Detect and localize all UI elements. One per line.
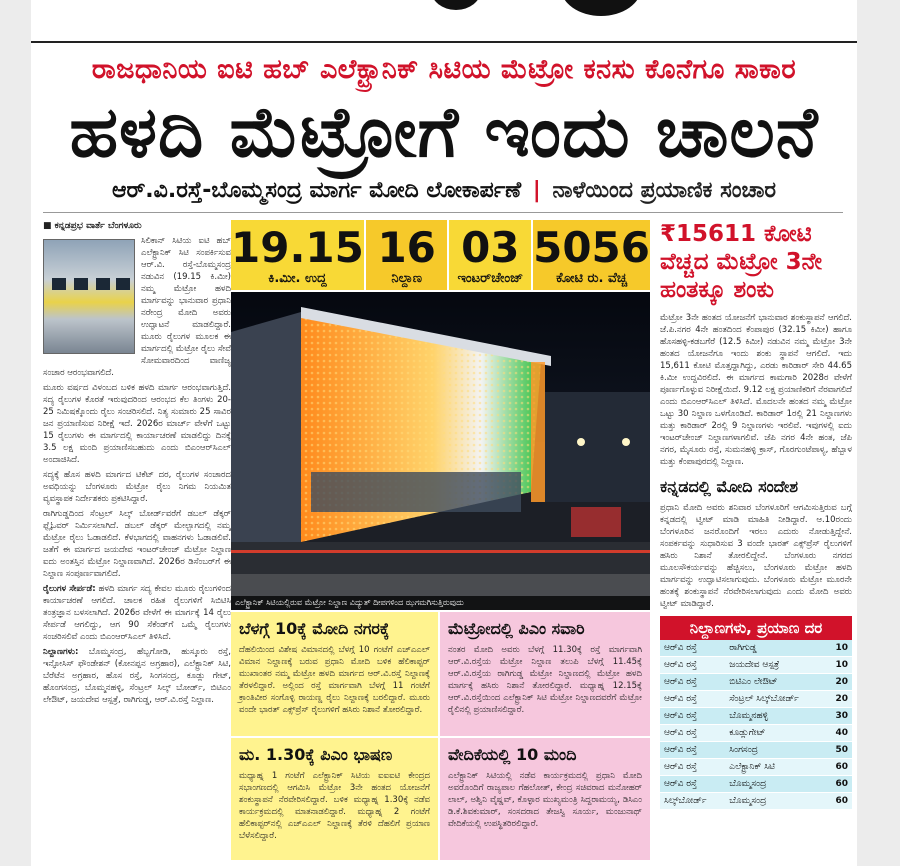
- fare-amount: 20: [825, 674, 852, 691]
- left-subhead-trains: ರೈಲುಗಳ ಸೇರ್ಪಡೆ:: [43, 584, 96, 594]
- fare-from: ಸಿಲ್ಕ್‌ಬೋರ್ಡ್: [660, 793, 725, 810]
- fare-from: ಆರ್‌ವಿ ರಸ್ತೆ: [660, 674, 725, 691]
- subhead-right: ನಾಳೆಯಿಂದ ಪ್ರಯಾಣಿಕ ಸಂಚಾರ: [552, 178, 776, 203]
- fare-to: ಬಿಟಿಎಂ ಲೇಔಟ್: [725, 674, 825, 691]
- right-article-column: [660, 220, 852, 860]
- left-paragraph-1: ಸಿಲಿಕಾನ್ ಸಿಟಿಯ ಐಟಿ ಹಬ್ ಎಲೆಕ್ಟ್ರಾನಿಕ್ ಸಿಟಿ ಸಂಪರ್ಕಿಸುವ ಆರ್.ವಿ. ರಸ್ತೆ-ಬೊಮ್ಮಸಂದ್ರ ನಡುವಿನ (19.15 ಕಿ.ಮೀ) ನಮ್ಮ ಮೆಟ್ರೋ ಹಳದಿ ಮಾರ್ಗವನ್ನು ಭಾನುವಾರ ಪ್ರಧಾನಿ ನರೇಂದ್ರ ಮೋದಿ ಅವರು ಉದ್ಘಾಟನೆ ಮಾಡಲಿದ್ದಾರೆ. ಮೂರು ರೈಲುಗಳ ಮೂಲಕ ಈ ಮಾರ್ಗದಲ್ಲಿ ಮೆಟ್ರೋ ರೈಲು ಸೇವೆ ಸೋಮವಾರದಿಂದ ವಾಣಿಜ್ಯ ಸಂಚಾರ ಆರಂಭವಾಗಲಿದೆ.: [43, 236, 231, 378]
- photo-caption: ಎಲೆಕ್ಟ್ರಾನಿಕ್ ಸಿಟಿಯಲ್ಲಿರುವ ಮೆಟ್ರೋ ನಿಲ್ದಾಣ ವಿದ್ಯುತ್ ದೀಪಗಳಿಂದ ಝಗಮಗಿಸುತ್ತಿರುವುದು: [231, 596, 650, 610]
- fare-row: [660, 640, 852, 657]
- fare-row: [660, 708, 852, 725]
- subhead-separator: |: [532, 178, 541, 203]
- fare-from: ಆರ್‌ವಿ ರಸ್ತೆ: [660, 776, 725, 793]
- stat-value: 5056: [533, 222, 651, 272]
- fare-amount: 40: [825, 725, 852, 742]
- fare-row: [660, 691, 852, 708]
- stat-stations: [366, 220, 450, 290]
- fare-amount: 10: [825, 640, 852, 657]
- subhead-left: ಆರ್.ವಿ.ರಸ್ತೆ-ಬೊಮ್ಮಸಂದ್ರ ಮಾರ್ಗ ಮೋದಿ ಲೋಕಾರ್ಪಣೆ: [112, 178, 522, 203]
- kicker-line: ರಾಜಧಾನಿಯ ಐಟಿ ಹಬ್ ಎಲೆಕ್ಟ್ರಾನಿಕ್ ಸಿಟಿಯ ಮೆಟ್ರೋ ಕನಸು ಕೊನೆಗೂ ಸಾಕಾರ: [91, 54, 797, 85]
- main-headline: ಹಳದಿ ಮೆಟ್ರೋಗೆ ಇಂದು ಚಾಲನೆ: [69, 91, 819, 173]
- fare-row: [660, 776, 852, 793]
- fare-to: ಕೂಡ್ಲುಗೇಟ್: [725, 725, 825, 742]
- box-text: ಮಧ್ಯಾಹ್ನ 1 ಗಂಟೆಗೆ ಎಲೆಕ್ಟ್ರಾನಿಕ್ ಸಿಟಿಯ ಐಐಐಟಿ ಕೇಂದ್ರದ ಸಭಾಂಗಣದಲ್ಲಿ ಆಗಮಿಸಿ ಮೆಟ್ರೋ 3ನೇ ಹಂತದ ಯೋಜನೆಗೆ ಶಂಕುಸ್ಥಾಪನೆ ನೆರವೇರಿಸಲಿದ್ದಾರೆ. ಬಳಿಕ ಮಧ್ಯಾಹ್ನ 1.30ಕ್ಕೆ ನಡೆವ ಕಾರ್ಯಕ್ರಮದಲ್ಲಿ ಮಾತನಾಡಲಿದ್ದಾರೆ. ಮಧ್ಯಾಹ್ನ 2 ಗಂಟೆಗೆ ಹೆಲಿಕಾಪ್ಟರ್‌ನಲ್ಲಿ ಎಚ್‌ಎಎಲ್ ನಿಲ್ದಾಣಕ್ಕೆ ತೆರಳಿ ದೆಹಲಿಗೆ ಪ್ರಯಾಣ ಬೆಳೆಸಲಿದ್ದಾರೆ.: [239, 771, 430, 841]
- byline: ■ ಕನ್ನಡಪ್ರಭ ವಾರ್ತೆ ಬೆಂಗಳೂರು: [43, 221, 142, 231]
- divider: [43, 212, 843, 213]
- left-subhead-stations: ನಿಲ್ದಾಣಗಳು:: [43, 647, 79, 657]
- fare-amount: 60: [825, 776, 852, 793]
- station-illustration: [231, 292, 650, 610]
- fare-amount: 30: [825, 708, 852, 725]
- modi-message-body: ಪ್ರಧಾನಿ ಮೋದಿ ಅವರು ಶನಿವಾರ ಬೆಂಗಳೂರಿಗೆ ಆಗಮಿಸುತ್ತಿರುವ ಬಗ್ಗೆ ಕನ್ನಡದಲ್ಲಿ ಟ್ವೀಟ್ ಮಾಡಿ ಮಾಹಿತಿ ನೀಡಿದ್ದಾರೆ. ಆ.10ರಂದು ಬೆಂಗಳೂರಿನ ಜನರೊಂದಿಗೆ ಇರಲು ಎದುರು ನೋಡುತ್ತಿದ್ದೇನೆ. ಸಂಪರ್ಕವನ್ನು ಸುಧಾರಿಸುವ 3 ವಂದೇ ಭಾರತ್ ಎಕ್ಸ್‌ಪ್ರೆಸ್ ರೈಲುಗಳಿಗೆ ಹಸಿರು ನಿಶಾನೆ ತೋರಲಿದ್ದೇನೆ. ಬೆಂಗಳೂರು ನಗರದ ಮೂಲಸೌಕರ್ಯವನ್ನು ಹೆಚ್ಚಿಸಲು, ಬೆಂಗಳೂರು ಮೆಟ್ರೋ ಹಳದಿ ಮಾರ್ಗವನ್ನು ಉದ್ಘಾಟಿಸಲಾಗುವುದು. ಬೆಂಗಳೂರು ಮೆಟ್ರೋ ಮೂರನೇ ಹಂತಕ್ಕೆ ಶಂಕುಸ್ಥಾಪನೆ ನೆರವೇರಿಸಲಾಗುವುದು ಎಂದು ಮೋದಿ ಅವರು ಟ್ವೀಟ್ ಮಾಡಿದ್ದಾರೆ.: [660, 503, 852, 609]
- left-paragraph-6: ಬೊಮ್ಮಸಂದ್ರ, ಹೆಬ್ಬಗೋಡಿ, ಹುಸ್ಕೂರು ರಸ್ತೆ, ಇನ್ಫೋಸಿಸ್ ಫೌಂಡೇಶನ್ (ಕೋನಪ್ಪನ ಅಗ್ರಹಾರ), ಎಲೆಕ್ಟ್ರಾನಿಕ್ ಸಿಟಿ, ಬೆರೆಟೆನ ಅಗ್ರಹಾರ, ಹೊಸ ರಸ್ತೆ, ಸಿಂಗಸಂದ್ರ, ಕೂಡ್ಲು ಗೇಟ್, ಹೊಂಗಸಂದ್ರ, ಬೊಮ್ಮನಹಳ್ಳಿ, ಸೆಂಟ್ರಲ್ ಸಿಲ್ಕ್ ಬೋರ್ಡ್, ಬಿಟಿಎಂ ಲೇಔಟ್, ಜಯದೇವ ಆಸ್ಪತ್ರೆ, ರಾಗಿಗುಡ್ಡ, ಆರ್.ವಿ.ರಸ್ತೆ ನಿಲ್ದಾಣ.: [43, 647, 231, 705]
- newspaper-page: [31, 0, 857, 866]
- fare-row: [660, 742, 852, 759]
- fare-amount: 60: [825, 793, 852, 810]
- fare-to: ಜಯದೇವ ಆಸ್ಪತ್ರೆ: [725, 657, 825, 674]
- fare-row: [660, 793, 852, 810]
- fare-table: [660, 616, 852, 810]
- fare-table-title: ನಿಲ್ದಾಣಗಳು, ಪ್ರಯಾಣ ದರ: [660, 616, 852, 640]
- masthead-fragment: [411, 0, 651, 20]
- fare-rows: [660, 640, 852, 810]
- phase3-body: ಮೆಟ್ರೋ 3ನೇ ಹಂತದ ಯೋಜನೆಗೆ ಭಾನುವಾರ ಶಂಕುಸ್ಥಾಪನೆ ಆಗಲಿದೆ. ಜೆ.ಪಿ.ನಗರ 4ನೇ ಹಂತದಿಂದ ಕೆಂಪಾಪುರ (32.15 ಕಿಮೀ) ಹಾಗೂ ಹೊಸಹಳ್ಳಿ-ಕಡಬಗೆರೆ (12.5 ಕಿಮೀ) ನಡುವಿನ ನಮ್ಮ ಮೆಟ್ರೋ 3ನೇ ಹಂತದ ಯೋಜನೆಗೂ ಇಂದು ಶಂಕು ಸ್ಥಾಪನೆ ಆಗಲಿದೆ. ಇದು 15,611 ಕೋಟಿ ಮೊತ್ತದ್ದಾಗಿದ್ದು, ಎರಡು ಕಾರಿಡಾರ್ ಸೇರಿ 44.65 ಕಿ.ಮೀ ಉದ್ದವಿರಲಿದೆ. ಈ ಮಾರ್ಗದ ಕಾಮಗಾರಿ 2028ರ ವೇಳೆಗೆ ಪೂರ್ಣಗೊಳ್ಳುವ ನಿರೀಕ್ಷೆಯಿದೆ. 9.12 ಲಕ್ಷ ಪ್ರಯಾಣಿಕರಿಗೆ ನೆರವಾಗಲಿದೆ ಎಂದು ಬಿಎಂಆರ್‌ಸಿಎಲ್ ತಿಳಿಸಿದೆ. ಮೊದಲನೇ ಹಂತದ ನಮ್ಮ ಮೆಟ್ರೋ ಒಟ್ಟು 30 ನಿಲ್ದಾಣ ಒಳಗೊಂಡಿದೆ. ಕಾರಿಡಾರ್ 1ರಲ್ಲಿ 21 ನಿಲ್ದಾಣಗಳು ಮತ್ತು ಕಾರಿಡಾರ್ 2ರಲ್ಲಿ 9 ನಿಲ್ದಾಣಗಳು ಇರಲಿವೆ. ಇವುಗಳಲ್ಲಿ ಐದು ಇಂಟರ್‌ಚೇಂಜ್ ನಿಲ್ದಾಣಗಳಾಗಲಿವೆ. ಜೆಪಿ ನಗರ 4ನೇ ಹಂತ, ಜೆಪಿ ನಗರ, ಮೈಸೂರು ರಸ್ತೆ, ಸುಮನಹಳ್ಳಿ ಕ್ರಾಸ್, ಗೊರಗುಂಟೆಪಾಳ್ಯ, ಹೆಬ್ಬಾಳ ಮತ್ತು ಕೆಂಪಾಪುರದಲ್ಲಿ ನಿಲ್ದಾಣ.: [660, 313, 852, 467]
- fare-to: ಬೊಮ್ಮಸಂದ್ರ: [725, 776, 825, 793]
- box-title: ಮೆಟ್ರೋದಲ್ಲಿ ಪಿಎಂ ಸವಾರಿ: [448, 619, 585, 638]
- left-paragraph-5: ಹಳದಿ ಮಾರ್ಗ ಸದ್ಯ ಕೇವಲ ಮೂರು ರೈಲುಗಳಿಂದ ಕಾರ್ಯಾಚರಣೆ ಆಗಲಿದೆ. ಚಾಲಕ ರಹಿತ ರೈಲುಗಳಿಗೆ ಸಿಬಿಟಿಸಿ ತಂತ್ರಜ್ಞಾನ ಬಳಸಲಾಗಿದೆ. 2026ರ ವೇಳೆಗೆ ಈ ಮಾರ್ಗಕ್ಕೆ 14 ರೈಲು ಸೇರ್ಪಡೆ ಆಗಲಿದ್ದು, ಆಗ 90 ಸೆಕೆಂಡ್‌ಗೆ ಒಮ್ಮೆ ರೈಲುಗಳು ಸಂಚರಿಸಲಿವೆ ಎಂದು ಬಿಎಂಆರ್‌ಸಿಎಲ್ ತಿಳಿಸಿದೆ.: [43, 584, 231, 642]
- fare-to: ಬೊಮ್ಮನಹಳ್ಳಿ: [725, 708, 825, 725]
- fare-from: ಆರ್‌ವಿ ರಸ್ತೆ: [660, 708, 725, 725]
- left-article-column: [43, 220, 231, 860]
- box-title: ಮ. 1.30ಕ್ಕೆ ಪಿಎಂ ಭಾಷಣ: [239, 745, 393, 764]
- stat-label: ಕೋಟಿ ರು. ವೆಚ್ಚ: [556, 270, 628, 286]
- box-dignitaries: [440, 738, 650, 860]
- lit-metro-station-photo: [231, 292, 650, 610]
- stat-value: 16: [377, 222, 436, 272]
- fare-to: ಬೊಮ್ಮಸಂದ್ರ: [725, 793, 825, 810]
- box-title: ಬೆಳಗ್ಗೆ 10ಕ್ಕೆ ಮೋದಿ ನಗರಕ್ಕೆ: [239, 619, 390, 638]
- stat-label: ಇಂಟರ್‌ಚೇಂಜ್: [457, 270, 524, 286]
- stat-length: [231, 220, 366, 290]
- box-pm-speech: [231, 738, 438, 860]
- modi-message-heading: ಕನ್ನಡದಲ್ಲಿ ಮೋದಿ ಸಂದೇಶ: [660, 477, 799, 496]
- fare-amount: 50: [825, 742, 852, 759]
- metro-train-photo: [43, 239, 135, 354]
- fare-from: ಆರ್‌ವಿ ರಸ್ತೆ: [660, 759, 725, 776]
- box-modi-arrival: [231, 612, 438, 736]
- fare-from: ಆರ್‌ವಿ ರಸ್ತೆ: [660, 742, 725, 759]
- fare-to: ರಾಗಿಗುಡ್ಡ: [725, 640, 825, 657]
- subheadline: [31, 178, 857, 203]
- stat-value: 03: [461, 222, 520, 272]
- fare-to: ಎಲೆಕ್ಟ್ರಾನಿಕ್ ಸಿಟಿ: [725, 759, 825, 776]
- box-text: ಎಲೆಕ್ಟ್ರಾನಿಕ್ ಸಿಟಿಯಲ್ಲಿ ನಡೆವ ಕಾರ್ಯಕ್ರಮದಲ್ಲಿ ಪ್ರಧಾನಿ ಮೋದಿ ಅವರೊಂದಿಗೆ ರಾಜ್ಯಪಾಲ ಗೆಹಲೋತ್, ಕೇಂದ್ರ ಸಚಿವರಾದ ಮನೋಹರ್ ಲಾಲ್, ಅಶ್ವಿನಿ ವೈಷ್ಣವ್, ಕೊಳ್ಳಾರ ಮುಖ್ಯಮಂತ್ರಿ ಸಿದ್ದರಾಮಯ್ಯ, ಡಿಸಿಎಂ ಡಿ.ಕೆ.ಶಿವಕುಮಾರ್, ಸಂಸದರಾದ ತೇಜಸ್ವಿ ಸೂರ್ಯ, ಮಂಜುನಾಥ್ ವೇದಿಕೆಯಲ್ಲಿ ಉಪಸ್ಥಿತರಿರಲಿದ್ದಾರೆ.: [448, 771, 642, 829]
- phase3-headline: ₹15611 ಕೋಟಿ ವೆಚ್ಚದ ಮೆಟ್ರೋ 3ನೇ ಹಂತಕ್ಕೂ ಶಂಕು: [660, 221, 822, 303]
- fare-amount: 60: [825, 759, 852, 776]
- left-paragraph-4: ರಾಗಿಗುಡ್ಡದಿಂದ ಸೆಂಟ್ರಲ್ ಸಿಲ್ಕ್ ಬೋರ್ಡ್‌ವರೆಗೆ ಡಬಲ್ ಡೆಕ್ಕರ್ ಫ್ಲೈಓವರ್ ನಿರ್ಮಿಸಲಾಗಿದೆ. ಡಬಲ್ ಡೆಕ್ಕರ್ ಮೇಲ್ಭಾಗದಲ್ಲಿ ನಮ್ಮ ಮೆಟ್ರೋ ರೈಲು ಓಡಾಡಲಿದೆ. ಕೆಳಭಾಗದಲ್ಲಿ ವಾಹನಗಳು ಓಡಾಡಲಿವೆ. ಜತೆಗೆ ಈ ಮಾರ್ಗದ ಜಯದೇವ ಇಂಟರ್‌ಚೇಂಜ್ ಮೆಟ್ರೋ ನಿಲ್ದಾಣ ಐದು ಅಂತಸ್ತಿನ ಮೆಟ್ರೋ ನಿಲ್ದಾಣವಾಗಿದೆ. 2026ರ ಡಿಸೆಂಬರ್‌ಗೆ ಈ ನಿಲ್ದಾಣ ಸಂಪೂರ್ಣವಾಗಲಿದೆ.: [43, 509, 231, 579]
- left-paragraph-2: ಮೂರು ವರ್ಷದ ವಿಳಂಬದ ಬಳಿಕ ಹಳದಿ ಮಾರ್ಗ ಆರಂಭವಾಗುತ್ತಿದೆ. ಸದ್ಯ ರೈಲುಗಳ ಕೊರತೆ ಇರುವುದರಿಂದ ಆರಂಭದ ಕೆಲ ತಿಂಗಳು 20-25 ನಿಮಿಷಕ್ಕೊಂದು ರೈಲು ಸಂಚರಿಸಲಿದೆ. ನಿತ್ಯ ಸುಮಾರು 25 ಸಾವಿರ ಜನ ಪ್ರಯಾಣಿಸುವ ನಿರೀಕ್ಷೆ ಇದೆ. 2026ರ ಮಾರ್ಚ್ ವೇಳೆಗೆ ಒಟ್ಟು 15 ರೈಲುಗಳು ಈ ಮಾರ್ಗದಲ್ಲಿ ಕಾರ್ಯಾಚರಣೆ ಮಾಡಲಿದ್ದು ದಿನಕ್ಕೆ 3.5 ಲಕ್ಷ ಮಂದಿ ಪ್ರಯಾಣಿಸಬಹುದು ಎಂದು ಬಿಎಂಆರ್‌ಸಿಎಲ್ ಅಂದಾಜಿಸಿದೆ.: [43, 383, 231, 465]
- fare-to: ಸೆಂಟ್ರಲ್ ಸಿಲ್ಕ್‌ಬೋರ್ಡ್: [725, 691, 825, 708]
- box-pm-metro-ride: [440, 612, 650, 736]
- left-paragraph-3: ಸದ್ಯಕ್ಕೆ ಹೊಸ ಹಳದಿ ಮಾರ್ಗದ ಟಿಕೆಟ್ ದರ, ರೈಲುಗಳ ಸಂಚಾರದ ಅವಧಿಯನ್ನು ಬೆಂಗಳೂರು ಮೆಟ್ರೋ ರೈಲು ನಿಗಮ ನಿಯಮಿತ ವ್ಯವಸ್ಥಾಪಕ ನಿರ್ದೇಶಕರು ಪ್ರಕಟಿಸಿದ್ದಾರೆ.: [43, 470, 231, 504]
- box-text: ದೆಹಲಿಯಿಂದ ವಿಶೇಷ ವಿಮಾನದಲ್ಲಿ ಬೆಳಗ್ಗೆ 10 ಗಂಟೆಗೆ ಎಚ್‌ಎಎಲ್ ವಿಮಾನ ನಿಲ್ದಾಣಕ್ಕೆ ಬರುವ ಪ್ರಧಾನಿ ಮೋದಿ ಬಳಿಕ ಹೆಲಿಕಾಪ್ಟರ್ ಮುಖಾಂತರ ನಮ್ಮ ಮೆಟ್ರೋ ಹಳದಿ ಮಾರ್ಗದ ಆರ್.ವಿ.ರಸ್ತೆ ನಿಲ್ದಾಣಕ್ಕೆ ತೆರಳಲಿದ್ದಾರೆ. ಅಲ್ಲಿಂದ ರಸ್ತೆ ಮಾರ್ಗವಾಗಿ ಬೆಳಗ್ಗೆ 11 ಗಂಟೆಗೆ ಕ್ರಾಂತಿವೀರ ಸಂಗೊಳ್ಳಿ ರಾಯಣ್ಣ ರೈಲು ನಿಲ್ದಾಣಕ್ಕೆ ಬರಲಿದ್ದಾರೆ. ಮೂರು ವಂದೇ ಭಾರತ್ ಎಕ್ಸ್‌ಪ್ರೆಸ್ ರೈಲುಗಳಿಗೆ ಹಸಿರು ನಿಶಾನೆ ತೋರಲಿದ್ದಾರೆ.: [239, 645, 430, 715]
- box-text: ನಂತರ ಮೋದಿ ಅವರು ಬೆಳಗ್ಗೆ 11.30ಕ್ಕೆ ರಸ್ತೆ ಮಾರ್ಗವಾಗಿ ಆರ್.ವಿ.ರಸ್ತೆಯ ಮೆಟ್ರೋ ನಿಲ್ದಾಣ ತಲುಪಿ ಬೆಳಗ್ಗೆ 11.45ಕ್ಕೆ ಆರ್.ವಿ.ರಸ್ತೆಯ ರಾಗಿಗುಡ್ಡ ಮೆಟ್ರೋ ನಿಲ್ದಾಣದಲ್ಲಿ ಮೆಟ್ರೋ ಹಳದಿ ಮಾರ್ಗಕ್ಕೆ ಹಸಿರು ನಿಶಾನೆ ತೋರಲಿದ್ದಾರೆ. ಮಧ್ಯಾಹ್ನ 12.15ಕ್ಕೆ ಆರ್.ವಿ.ರಸ್ತೆಯಿಂದ ಎಲೆಕ್ಟ್ರಾನಿಕ್ ಸಿಟಿ ಮೆಟ್ರೋ ನಿಲ್ದಾಣದವರೆಗೆ ಮೆಟ್ರೋ ರೈಲಿನಲ್ಲಿ ಪ್ರಯಾಣಿಸಲಿದ್ದಾರೆ.: [448, 645, 642, 715]
- fare-amount: 20: [825, 691, 852, 708]
- stat-cost: [533, 220, 650, 290]
- fare-from: ಆರ್‌ವಿ ರಸ್ತೆ: [660, 657, 725, 674]
- fare-from: ಆರ್‌ವಿ ರಸ್ತೆ: [660, 640, 725, 657]
- fare-amount: 10: [825, 657, 852, 674]
- fare-to: ಸಿಂಗಸಂದ್ರ: [725, 742, 825, 759]
- fare-row: [660, 759, 852, 776]
- box-title: ವೇದಿಕೆಯಲ್ಲಿ 10 ಮಂದಿ: [448, 745, 577, 764]
- fare-row: [660, 725, 852, 742]
- stat-value: 19.15: [231, 222, 364, 272]
- stat-interchanges: [449, 220, 533, 290]
- stat-label: ಕಿ.ಮೀ. ಉದ್ದ: [268, 270, 327, 286]
- fare-from: ಆರ್‌ವಿ ರಸ್ತೆ: [660, 691, 725, 708]
- stat-label: ನಿಲ್ದಾಣ: [391, 270, 422, 286]
- stats-banner: [231, 220, 650, 290]
- fare-row: [660, 674, 852, 691]
- top-rule: [31, 41, 857, 43]
- fare-from: ಆರ್‌ವಿ ರಸ್ತೆ: [660, 725, 725, 742]
- fare-row: [660, 657, 852, 674]
